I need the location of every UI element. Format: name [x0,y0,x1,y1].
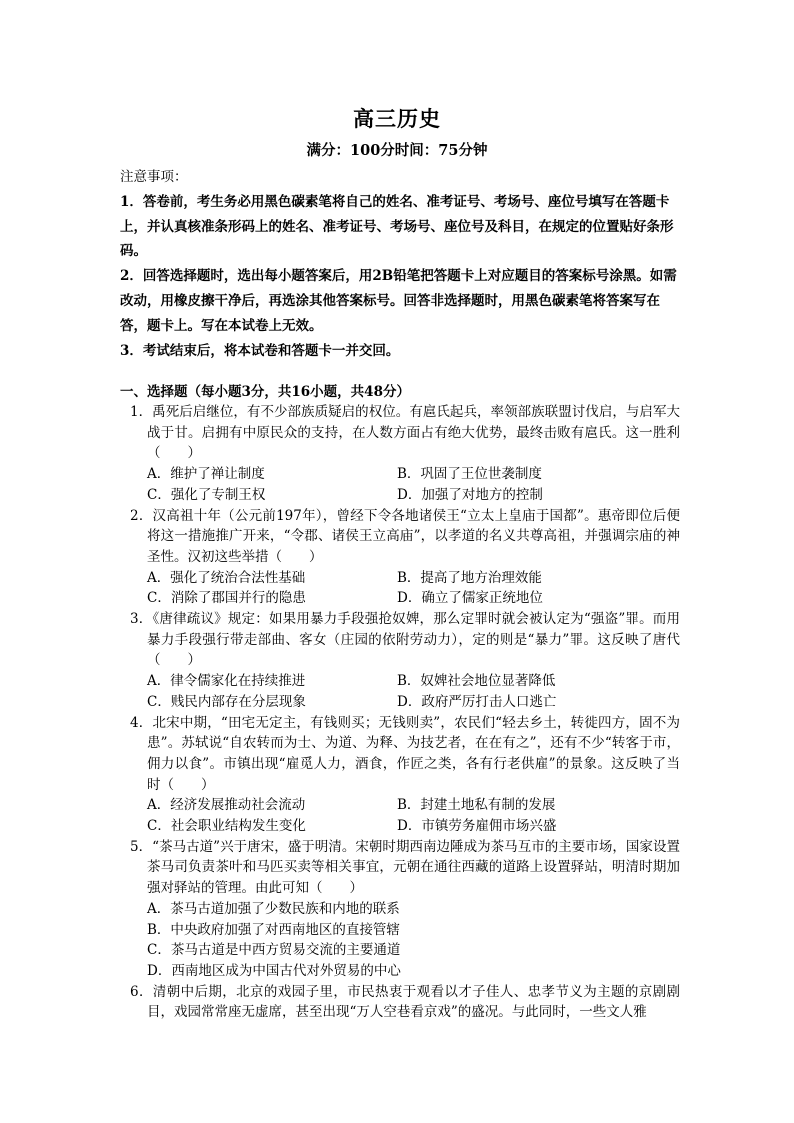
page-title: 高三历史 [353,106,441,131]
option-list [120,899,680,982]
question-list [120,402,680,1023]
option-d: D．政府严厉打击人口逃亡 [397,693,557,710]
option-b: B．提高了地方治理效能 [397,569,542,586]
section-title: 一、选择题（每小题3分，共16小题，共48分） [120,384,410,400]
option-a: A．茶马古道加强了少数民族和内地的联系 [147,900,400,917]
option-d: D．加强了对地方的控制 [397,486,543,503]
option-a: A．维护了禅让制度 [147,466,265,483]
option-a: A．经济发展推动社会流动 [147,797,306,814]
question-5 [120,837,680,982]
option-c: C．消除了郡国并行的隐患 [147,590,306,607]
option-list [120,464,680,505]
option-d: D．市镇劳务雇佣市场兴盛 [397,818,557,835]
notice-item: 2．回答选择题时，选出每小题答案后，用2B铅笔把答题卡上对应题目的答案标号涂黑。如需改动，用橡皮擦干净后，再选涂其他答案标号。回答非选择题时，用黑色碳素笔将答案写在答，题卡上。写在本试卷上无效。 [120,268,677,334]
question-3 [120,609,680,713]
option-list [120,795,680,836]
notice-item: 3．考试结束后，将本试卷和答题卡一并交回。 [120,342,400,359]
question-stem: 2．汉高祖十年（公元前197年），曾经下令各地诸侯王“立太上皇庙于国都”。惠帝即位后便将这一措施推广开来，“令郡、诸侯王立高庙”，以孝道的名义共尊高祖，并强调宗庙的神圣性。汉初这些举措（ ） [130,507,680,565]
option-b: B．奴婢社会地位显著降低 [397,673,556,690]
question-stem: 4．北宋中期，“田宅无定主，有钱则买；无钱则卖”，农民们“轻去乡土，转徙四方，固不为患”。苏轼说“自农转而为士、为道、为释、为技艺者，在在有之”，还有不少“转客于市，佣力以食”。市镇出现“雇觅人力，酒食，作匠之类，各有行老供雇”的景象。这反映了当时（ ） [130,714,680,793]
option-d: D．确立了儒家正统地位 [397,590,543,607]
option-a: A．律令儒家化在持续推进 [147,673,306,690]
notice-block [120,165,680,363]
question-stem: 5．“茶马古道”兴于唐宋，盛于明清。宋朝时期西南边陲成为茶马互市的主要市场，国家设置茶马司负责茶叶和马匹买卖等相关事宜，元朝在通往西藏的道路上设置驿站，明清时期加强对驿站的管理。由此可知（ ） [130,838,680,897]
question-6 [120,982,680,1023]
question-2 [120,506,680,610]
question-stem: 1．禹死后启继位，有不少部族质疑启的权位。有扈氏起兵，率领部族联盟讨伐启，与启军大战于甘。启拥有中原民众的支持，在人数方面占有绝大优势，最终击败有扈氏。这一胜利（ ） [130,404,680,462]
option-list [120,568,680,609]
option-b: B．巩固了王位世袭制度 [397,466,542,483]
question-stem: 6．清朝中后期，北京的戏园子里，市民热衷于观看以才子佳人、忠孝节义为主题的京剧剧目，戏园常常座无虚席，甚至出现“万人空巷看京戏”的盛况。与此同时，一些文人雅 [130,983,680,1021]
notice-heading: 注意事项： [120,169,188,185]
option-c: C．贱民内部存在分层现象 [147,693,306,710]
option-b: B．封建土地私有制的发展 [397,797,556,814]
option-c: C．社会职业结构发生变化 [147,818,306,835]
question-1 [120,402,680,506]
notice-item: 1．答卷前，考生务必用黑色碳素笔将自己的姓名、准考证号、考场号、座位号填写在答题卡上，并认真核准条形码上的姓名、准考证号、考场号、座位号及科目，在规定的位置贴好条形码。 [120,193,674,260]
option-list [120,671,680,712]
question-stem: 3．《唐律疏议》规定：如果用暴力手段强抢奴婢，那么定罪时就会被认定为“强盗”罪。而用暴力手段强行带走部曲、客女（庄园的依附劳动力），定的则是“暴力”罪。这反映了唐代（ ） [130,611,680,669]
option-c: C．茶马古道是中西方贸易交流的主要通道 [147,942,401,959]
option-d: D．西南地区成为中国古代对外贸易的中心 [147,962,401,979]
question-4 [120,713,680,837]
option-b: B．中央政府加强了对西南地区的直接管辖 [147,921,400,938]
option-c: C．强化了专制王权 [147,486,266,503]
exam-info: 满分：100分时间：75分钟 [306,142,488,159]
option-a: A．强化了统治合法性基础 [147,569,306,586]
